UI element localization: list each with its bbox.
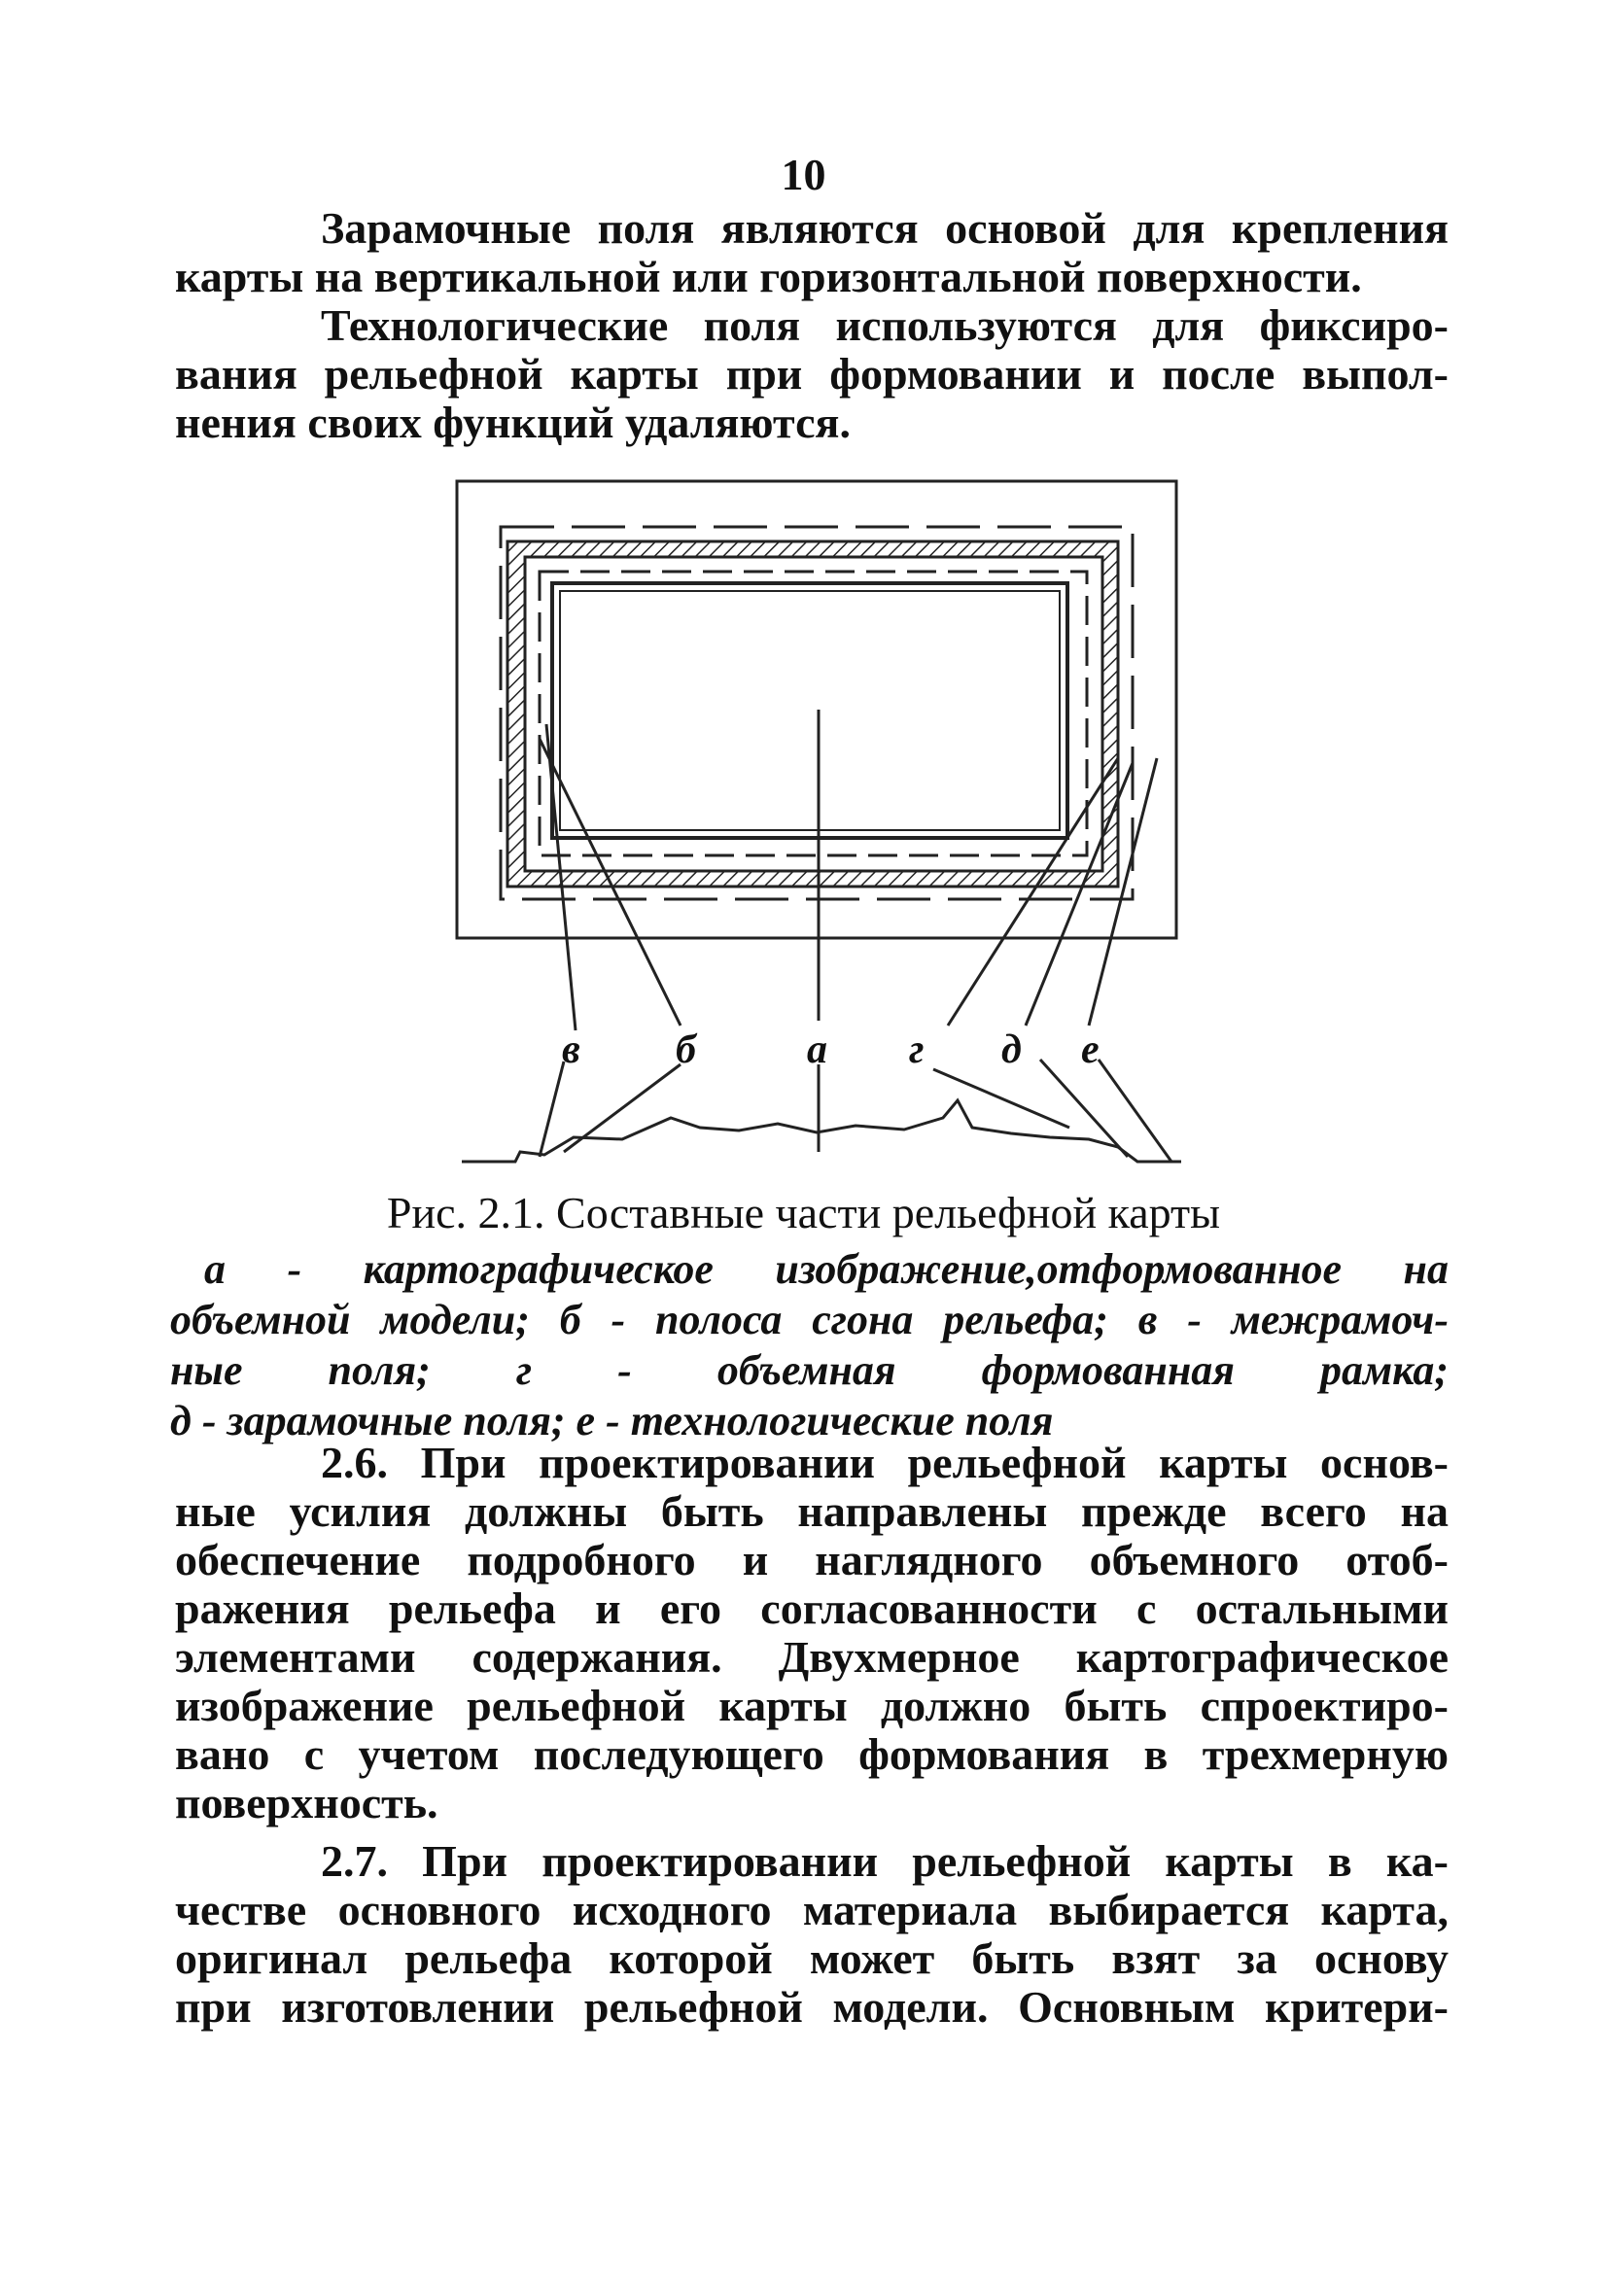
caption-line: д - зарамочные поля; е - технологические поля — [170, 1397, 1054, 1444]
caption-line: ные поля; г - объемная формованная рамка; — [170, 1346, 1449, 1394]
text-line: Технологические поля используются для фиксиро- — [321, 300, 1449, 350]
text-line: обеспечение подробного и наглядного объемного отоб- — [175, 1535, 1449, 1584]
text-line: ражения рельефа и его согласованности с остальными — [175, 1583, 1449, 1633]
text-line: вано с учетом последующего формования в трехмерную — [175, 1729, 1449, 1779]
map-image-area — [552, 583, 1067, 838]
leader-lines — [540, 710, 1171, 1162]
intro-text — [175, 204, 1449, 447]
label-g: г — [909, 1027, 925, 1072]
label-e: е — [1081, 1027, 1100, 1072]
text-line: ные усилия должны быть направлены прежде всего на — [175, 1486, 1449, 1536]
dashed-inner-border — [540, 572, 1087, 855]
figure-caption — [170, 1244, 1449, 1446]
section-2-7 — [175, 1837, 1449, 2032]
hatched-frame — [507, 541, 1118, 887]
text-line: оригинал рельефа которой может быть взят за основу — [175, 1933, 1449, 1983]
relief-profile — [462, 1100, 1181, 1162]
caption-line: а - картографическое изображение,отформованное на — [204, 1245, 1449, 1293]
text-line: элементами содержания. Двухмерное картографическое — [175, 1632, 1449, 1682]
relief-map-figure — [0, 467, 1607, 1186]
label-a: а — [807, 1027, 827, 1072]
text-line: при изготовлении рельефной модели. Основным критери- — [175, 1982, 1449, 2032]
figure-caption-title: Рис. 2.1. Составные части рельефной карты — [386, 1188, 1221, 1237]
text-line: честве основного исходного материала выбирается карта, — [175, 1885, 1449, 1934]
text-line: 2.6. При проектировании рельефной карты основ- — [321, 1438, 1449, 1487]
label-v: в — [562, 1027, 580, 1072]
text-line: Зарамочные поля являются основой для крепления — [321, 203, 1449, 253]
text-line: карты на вертикальной или горизонтальной поверхности. — [175, 252, 1362, 301]
text-line: 2.7. При проектировании рельефной карты в ка- — [321, 1836, 1449, 1886]
text-line: нения своих функций удаляются. — [175, 398, 851, 447]
caption-line: объемной модели; б - полоса сгона рельефа; в - межрамоч- — [170, 1296, 1449, 1343]
section-2-6 — [175, 1439, 1449, 1827]
text-line: изображение рельефной карты должно быть спроектиро- — [175, 1681, 1449, 1730]
label-b: б — [676, 1027, 696, 1072]
label-d: д — [1001, 1027, 1022, 1072]
text-line: вания рельефной карты при формовании и после выпол- — [175, 349, 1449, 399]
page-number: 10 — [781, 150, 826, 199]
text-line: поверхность. — [175, 1778, 438, 1827]
